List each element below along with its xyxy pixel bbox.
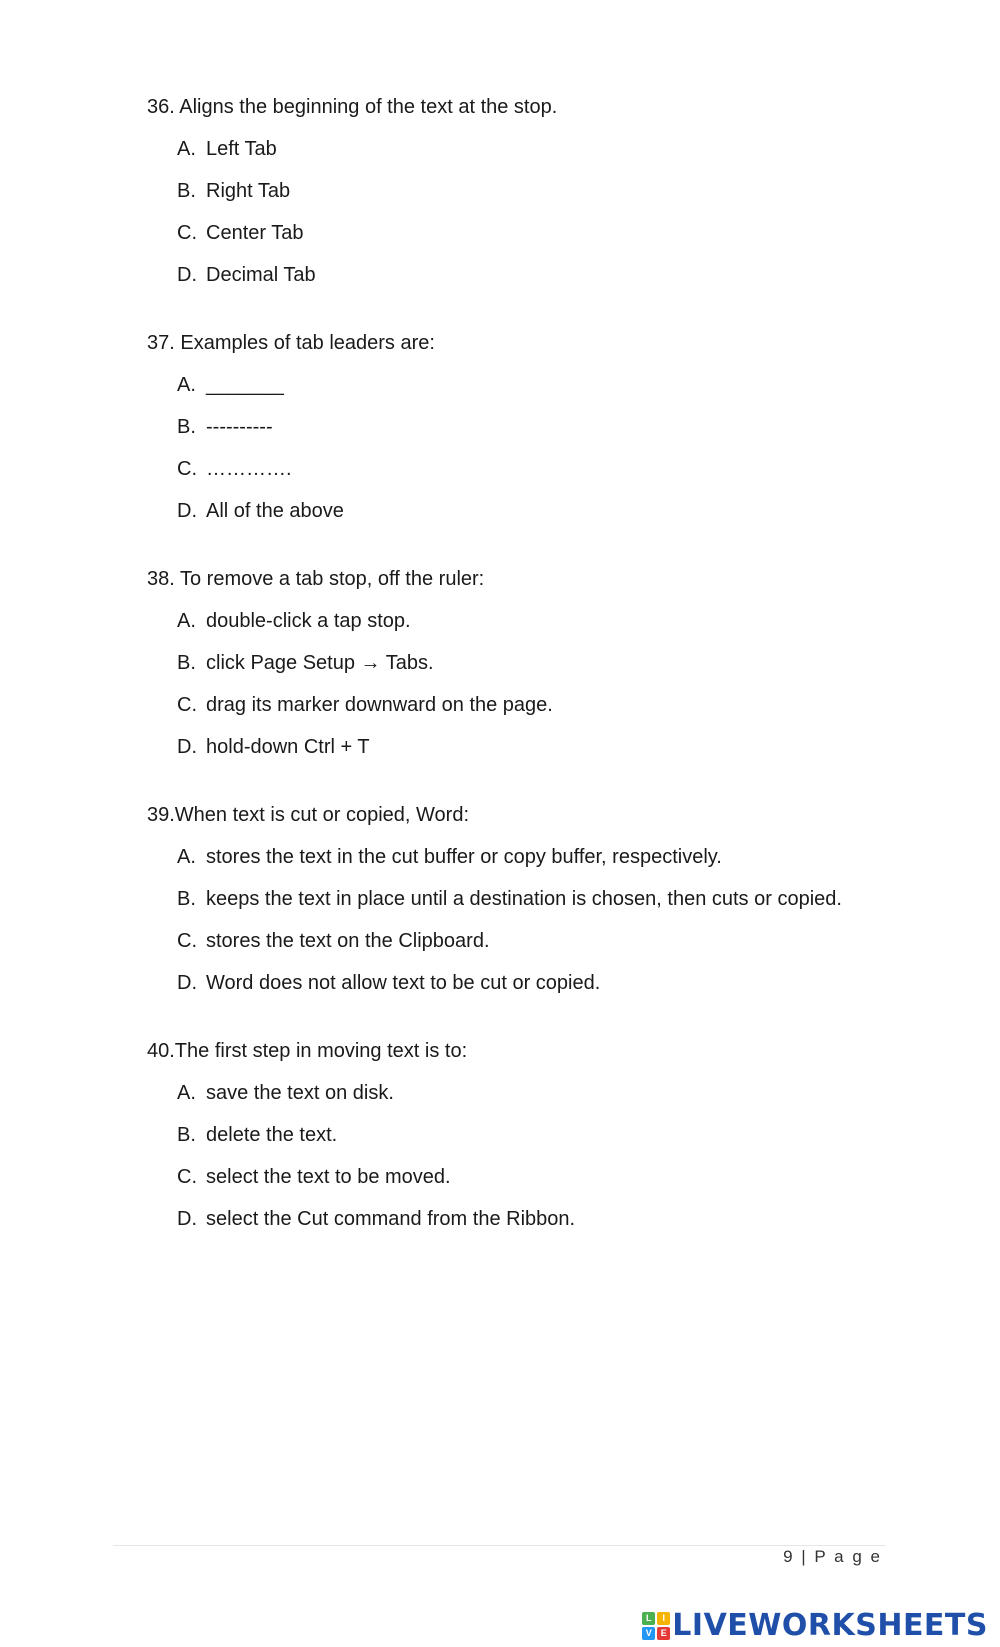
option-text: Word does not allow text to be cut or copied. [206, 972, 601, 994]
question-37 [147, 330, 907, 524]
footer-divider [113, 1545, 886, 1546]
option-letter: C. [177, 222, 197, 244]
option-b[interactable] [177, 414, 907, 440]
option-letter: B. [177, 416, 196, 438]
liveworksheets-brand[interactable] [642, 1608, 988, 1643]
option-a[interactable] [177, 608, 907, 634]
option-a[interactable] [177, 136, 907, 162]
option-letter: A. [177, 846, 196, 868]
option-a[interactable] [177, 372, 907, 398]
option-b[interactable] [177, 178, 907, 204]
option-letter: C. [177, 930, 197, 952]
option-text: select the Cut command from the Ribbon. [206, 1208, 576, 1230]
option-letter: C. [177, 458, 197, 480]
option-letter: A. [177, 610, 196, 632]
option-b[interactable] [177, 886, 907, 912]
option-text: click Page Setup → Tabs. [206, 652, 434, 674]
option-a[interactable] [177, 844, 907, 870]
option-text: Decimal Tab [206, 264, 316, 286]
logo-tile: L [642, 1612, 655, 1625]
option-c[interactable] [177, 928, 907, 954]
option-d[interactable] [177, 734, 907, 760]
option-text: Right Tab [206, 180, 291, 202]
option-letter: B. [177, 652, 196, 674]
option-text: drag its marker downward on the page. [206, 694, 553, 716]
option-letter: B. [177, 888, 196, 910]
option-text: Center Tab [206, 222, 304, 244]
logo-tile: V [642, 1627, 655, 1640]
logo-tile: E [657, 1627, 670, 1640]
option-letter: B. [177, 180, 196, 202]
option-letter: C. [177, 694, 197, 716]
option-text: _______ [206, 374, 284, 396]
question-36 [147, 94, 907, 288]
option-text: hold-down Ctrl + T [206, 736, 370, 758]
logo-tile: I [657, 1612, 670, 1625]
question-list [147, 94, 907, 1274]
option-text: select the text to be moved. [206, 1166, 451, 1188]
question-40 [147, 1038, 907, 1232]
option-letter: D. [177, 1208, 197, 1230]
option-text: Left Tab [206, 138, 277, 160]
brand-name: LIVEWORKSHEETS [672, 1608, 988, 1643]
option-text: stores the text on the Clipboard. [206, 930, 490, 952]
option-text: All of the above [206, 500, 344, 522]
option-list [147, 608, 907, 760]
option-letter: A. [177, 374, 196, 396]
option-letter: C. [177, 1166, 197, 1188]
option-c[interactable] [177, 692, 907, 718]
question-text: 39.When text is cut or copied, Word: [147, 804, 470, 826]
question-text: 38. To remove a tab stop, off the ruler: [147, 568, 485, 590]
option-text: …………. [206, 458, 292, 480]
question-38 [147, 566, 907, 760]
option-d[interactable] [177, 1206, 907, 1232]
liveworksheets-logo-icon [642, 1612, 670, 1640]
option-b[interactable] [177, 1122, 907, 1148]
option-d[interactable] [177, 970, 907, 996]
page-number: 9 | P a g e [783, 1547, 882, 1566]
question-39 [147, 802, 907, 996]
option-c[interactable] [177, 220, 907, 246]
question-text: 36. Aligns the beginning of the text at the stop. [147, 96, 558, 118]
option-d[interactable] [177, 262, 907, 288]
option-text: double-click a tap stop. [206, 610, 411, 632]
option-text: keeps the text in place until a destination is chosen, then cuts or copied. [206, 888, 842, 910]
option-letter: B. [177, 1124, 196, 1146]
option-text: save the text on disk. [206, 1082, 394, 1104]
option-list [147, 372, 907, 524]
option-letter: A. [177, 1082, 196, 1104]
option-letter: D. [177, 264, 197, 286]
option-list [147, 136, 907, 288]
option-text: delete the text. [206, 1124, 338, 1146]
option-letter: D. [177, 736, 197, 758]
option-letter: A. [177, 138, 196, 160]
question-text: 37. Examples of tab leaders are: [147, 332, 435, 354]
option-letter: D. [177, 972, 197, 994]
option-d[interactable] [177, 498, 907, 524]
option-list [147, 1080, 907, 1232]
option-c[interactable] [177, 456, 907, 482]
option-c[interactable] [177, 1164, 907, 1190]
option-a[interactable] [177, 1080, 907, 1106]
question-text: 40.The first step in moving text is to: [147, 1040, 468, 1062]
option-list [147, 844, 907, 996]
option-b[interactable] [177, 650, 907, 676]
option-text: stores the text in the cut buffer or copy buffer, respectively. [206, 846, 722, 868]
option-letter: D. [177, 500, 197, 522]
option-text: ---------- [206, 416, 273, 438]
